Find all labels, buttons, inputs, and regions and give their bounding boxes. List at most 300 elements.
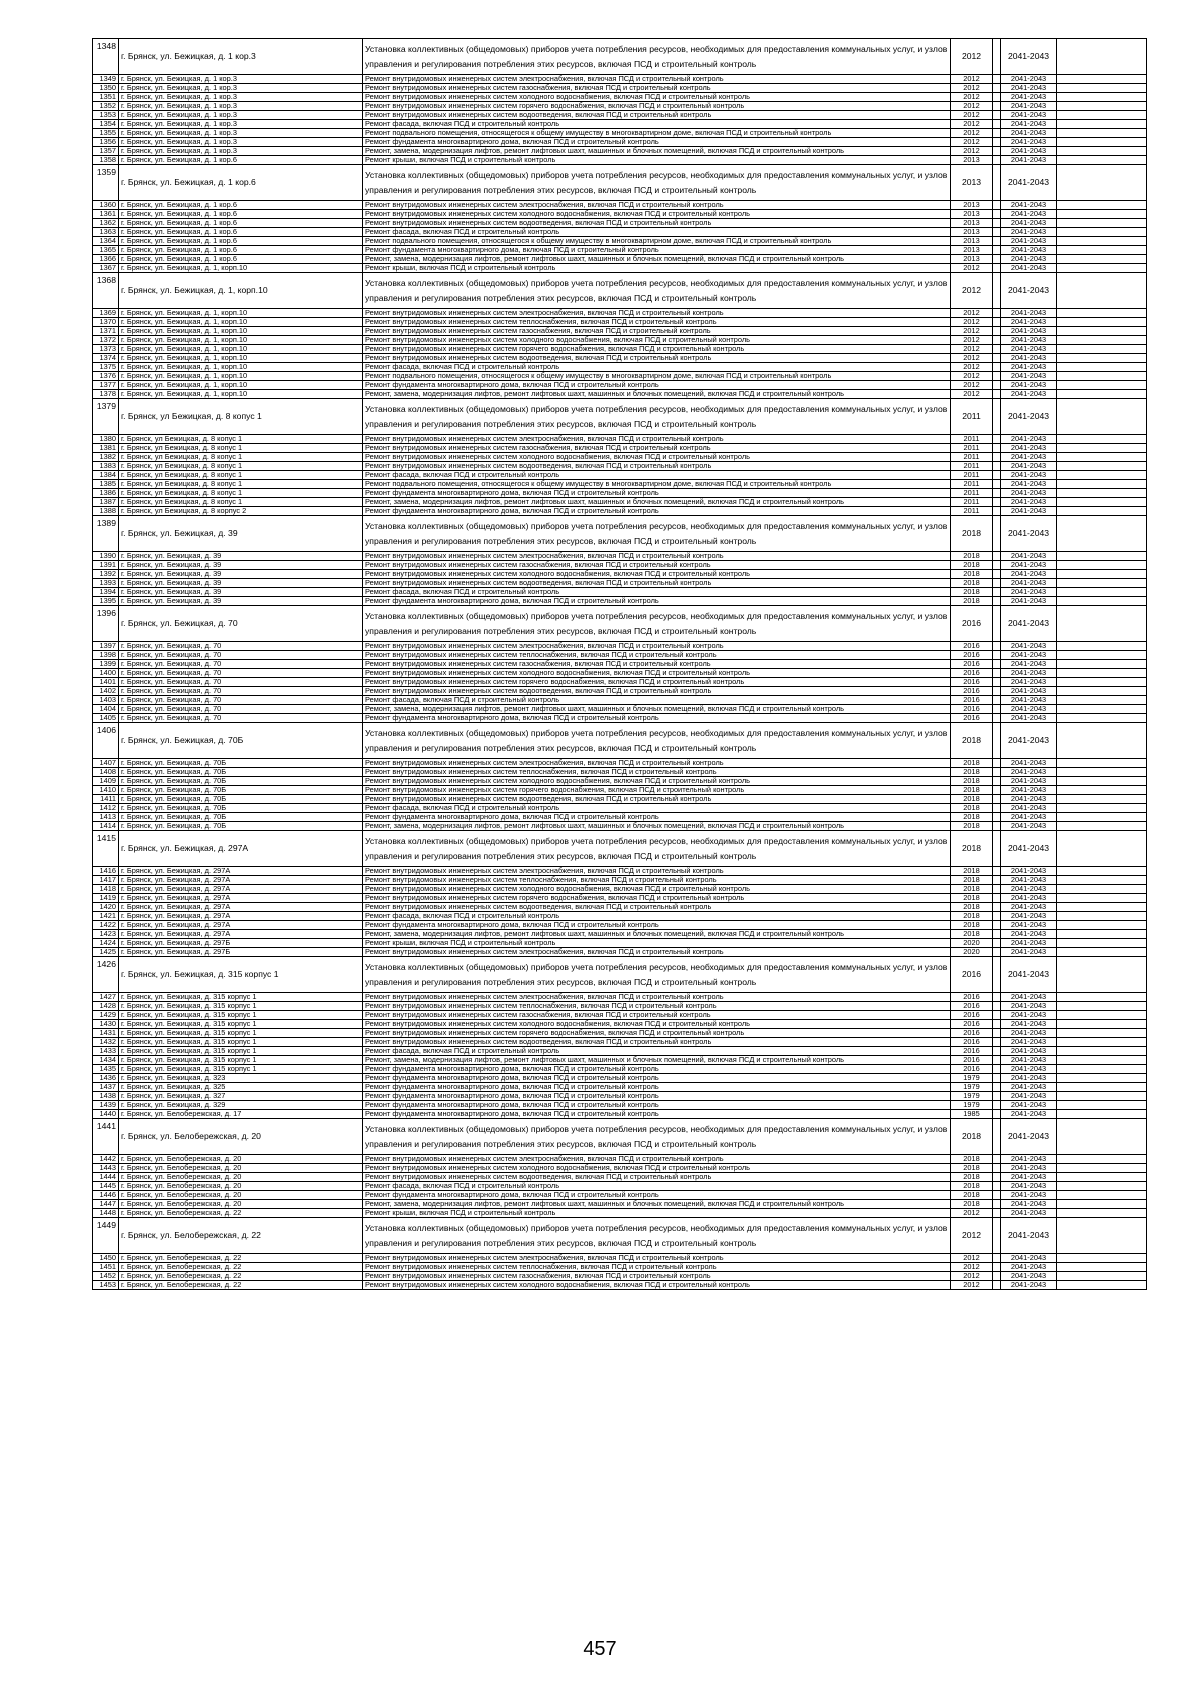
spacer-cell [993,381,1001,390]
table-row [93,1020,1147,1029]
repair-period-cell: 2041-2043 [1001,876,1057,885]
build-year-cell: 2013 [951,228,993,237]
build-year-cell: 2018 [951,912,993,921]
address-cell: г. Брянск, ул. Бежицкая, д. 1 кор.3 [119,138,363,147]
work-description-cell: Установка коллективных (общедомовых) приборов учета потребления ресурсов, необходимых для предоставления коммунальных услуг, и узлов управления и регулирования потребления этих ресурсов, включая ПСД и строительный контроль [363,39,951,75]
repair-period-cell: 2041-2043 [1001,345,1057,354]
work-description-cell: Ремонт внутридомовых инженерных систем холодного водоснабжения, включая ПСД и строительный контроль [363,1281,951,1290]
repair-period-cell: 2041-2043 [1001,129,1057,138]
spacer-cell [1057,201,1147,210]
repair-period-cell: 2041-2043 [1001,561,1057,570]
spacer-cell [993,462,1001,471]
spacer-cell [993,39,1001,75]
repair-period-cell: 2041-2043 [1001,219,1057,228]
address-cell: г. Брянск, ул. Бежицкая, д. 39 [119,516,363,552]
repair-period-cell: 2041-2043 [1001,921,1057,930]
spacer-cell [1057,75,1147,84]
spacer-cell [1057,651,1147,660]
table-row [93,1164,1147,1173]
table-row [93,795,1147,804]
address-cell: г. Брянск, ул. Бежицкая, д. 315 корпус 1 [119,1011,363,1020]
work-description-cell: Ремонт фундамента многоквартирного дома, включая ПСД и строительный контроль [363,507,951,516]
spacer-cell [1057,210,1147,219]
repair-period-cell: 2041-2043 [1001,759,1057,768]
build-year-cell: 2018 [951,1164,993,1173]
work-description-cell: Установка коллективных (общедомовых) приборов учета потребления ресурсов, необходимых для предоставления коммунальных услуг, и узлов управления и регулирования потребления этих ресурсов, включая ПСД и строительный контроль [363,957,951,993]
work-description-cell: Ремонт внутридомовых инженерных систем водоотведения, включая ПСД и строительный контроль [363,687,951,696]
spacer-cell [993,831,1001,867]
table-row [93,660,1147,669]
address-cell: г. Брянск, ул. Белобережская, д. 22 [119,1281,363,1290]
work-description-cell: Ремонт фасада, включая ПСД и строительный контроль [363,912,951,921]
address-cell: г. Брянск, ул. Белобережская, д. 20 [119,1182,363,1191]
row-number-cell: 1364 [93,237,119,246]
repair-period-cell: 2041-2043 [1001,1182,1057,1191]
row-number-cell: 1449 [93,1218,119,1254]
address-cell: г. Брянск, ул. Бежицкая, д. 70 [119,678,363,687]
spacer-cell [993,453,1001,462]
row-number-cell: 1355 [93,129,119,138]
build-year-cell: 2013 [951,165,993,201]
spacer-cell [1057,318,1147,327]
row-number-cell: 1412 [93,804,119,813]
spacer-cell [1057,1047,1147,1056]
spacer-cell [993,1218,1001,1254]
table-row [93,687,1147,696]
table-row [93,642,1147,651]
work-description-cell: Установка коллективных (общедомовых) приборов учета потребления ресурсов, необходимых для предоставления коммунальных услуг, и узлов управления и регулирования потребления этих ресурсов, включая ПСД и строительный контроль [363,273,951,309]
address-cell: г. Брянск, ул. Бежицкая, д. 297А [119,885,363,894]
work-description-cell: Ремонт фундамента многоквартирного дома, включая ПСД и строительный контроль [363,381,951,390]
row-number-cell: 1358 [93,156,119,165]
work-description-cell: Установка коллективных (общедомовых) приборов учета потребления ресурсов, необходимых для предоставления коммунальных услуг, и узлов управления и регулирования потребления этих ресурсов, включая ПСД и строительный контроль [363,831,951,867]
work-description-cell: Ремонт фундамента многоквартирного дома, включая ПСД и строительный контроль [363,1092,951,1101]
repair-period-cell: 2041-2043 [1001,1110,1057,1119]
work-description-cell: Ремонт, замена, модернизация лифтов, ремонт лифтовых шахт, машинных и блочных помещений, включая ПСД и строительный контроль [363,255,951,264]
spacer-cell [1057,327,1147,336]
work-description-cell: Ремонт крыши, включая ПСД и строительный контроль [363,939,951,948]
row-number-cell: 1415 [93,831,119,867]
repair-period-cell: 2041-2043 [1001,516,1057,552]
work-description-cell: Ремонт внутридомовых инженерных систем газоснабжения, включая ПСД и строительный контроль [363,84,951,93]
spacer-cell [1057,156,1147,165]
row-number-cell: 1408 [93,768,119,777]
build-year-cell: 2018 [951,822,993,831]
repair-period-cell: 2041-2043 [1001,1119,1057,1155]
spacer-cell [993,390,1001,399]
address-cell: г. Брянск, ул. Бежицкая, д. 1, корп.10 [119,264,363,273]
table-row [93,993,1147,1002]
work-description-cell: Ремонт фундамента многоквартирного дома, включая ПСД и строительный контроль [363,1101,951,1110]
table-row [93,1254,1147,1263]
spacer-cell [993,1083,1001,1092]
row-number-cell: 1391 [93,561,119,570]
work-description-cell: Ремонт внутридомовых инженерных систем холодного водоснабжения, включая ПСД и строительный контроль [363,1164,951,1173]
table-row [93,462,1147,471]
address-cell: г. Брянск, ул. Бежицкая, д. 70 [119,696,363,705]
table-row [93,1047,1147,1056]
work-description-cell: Ремонт фасада, включая ПСД и строительный контроль [363,1047,951,1056]
spacer-cell [993,552,1001,561]
spacer-cell [993,498,1001,507]
spacer-cell [1057,237,1147,246]
build-year-cell: 2018 [951,867,993,876]
table-row [93,354,1147,363]
row-number-cell: 1400 [93,669,119,678]
spacer-cell [993,714,1001,723]
build-year-cell: 2018 [951,516,993,552]
build-year-cell: 2016 [951,957,993,993]
spacer-cell [993,1191,1001,1200]
repair-period-cell: 2041-2043 [1001,1254,1057,1263]
table-row [93,1263,1147,1272]
row-number-cell: 1376 [93,372,119,381]
build-year-cell: 2018 [951,561,993,570]
row-number-cell: 1385 [93,480,119,489]
row-number-cell: 1451 [93,1263,119,1272]
repair-period-cell: 2041-2043 [1001,381,1057,390]
row-number-cell: 1361 [93,210,119,219]
row-number-cell: 1359 [93,165,119,201]
build-year-cell: 2016 [951,993,993,1002]
work-description-cell: Ремонт фундамента многоквартирного дома, включая ПСД и строительный контроль [363,246,951,255]
repair-period-cell: 2041-2043 [1001,1191,1057,1200]
table-row [93,777,1147,786]
spacer-cell [1057,1101,1147,1110]
row-number-cell: 1377 [93,381,119,390]
spacer-cell [1057,714,1147,723]
address-cell: г. Брянск, ул. Бежицкая, д. 70Б [119,804,363,813]
spacer-cell [993,219,1001,228]
work-description-cell: Ремонт внутридомовых инженерных систем водоотведения, включая ПСД и строительный контроль [363,1038,951,1047]
table-row [93,453,1147,462]
build-year-cell: 2011 [951,507,993,516]
repair-period-cell: 2041-2043 [1001,1200,1057,1209]
build-year-cell: 2013 [951,201,993,210]
spacer-cell [1057,444,1147,453]
address-cell: г. Брянск, ул. Бежицкая, д. 1, корп.10 [119,345,363,354]
repair-period-cell: 2041-2043 [1001,120,1057,129]
address-cell: г. Брянск, ул. Бежицкая, д. 323 [119,1074,363,1083]
table-row [93,696,1147,705]
table-row [93,264,1147,273]
row-number-cell: 1397 [93,642,119,651]
row-number-cell: 1446 [93,1191,119,1200]
table-row [93,1074,1147,1083]
table-row [93,714,1147,723]
spacer-cell [1057,363,1147,372]
spacer-cell [993,1200,1001,1209]
spacer-cell [993,777,1001,786]
build-year-cell: 2012 [951,111,993,120]
build-year-cell: 2018 [951,903,993,912]
work-description-cell: Ремонт внутридомовых инженерных систем водоотведения, включая ПСД и строительный контроль [363,111,951,120]
repair-period-cell: 2041-2043 [1001,336,1057,345]
spacer-cell [993,1119,1001,1155]
row-number-cell: 1442 [93,1155,119,1164]
address-cell: г. Брянск, ул. Бежицкая, д. 70 [119,642,363,651]
row-number-cell: 1405 [93,714,119,723]
repair-period-cell: 2041-2043 [1001,75,1057,84]
row-number-cell: 1354 [93,120,119,129]
build-year-cell: 2012 [951,1281,993,1290]
build-year-cell: 2011 [951,471,993,480]
address-cell: г. Брянск, ул. Белобережская, д. 17 [119,1110,363,1119]
row-number-cell: 1427 [93,993,119,1002]
table-row [93,507,1147,516]
table-row [93,894,1147,903]
spacer-cell [1057,129,1147,138]
row-number-cell: 1420 [93,903,119,912]
build-year-cell: 2018 [951,876,993,885]
spacer-cell [993,399,1001,435]
spacer-cell [1057,120,1147,129]
work-description-cell: Ремонт фасада, включая ПСД и строительный контроль [363,228,951,237]
row-number-cell: 1445 [93,1182,119,1191]
repair-period-cell: 2041-2043 [1001,462,1057,471]
build-year-cell: 2011 [951,453,993,462]
build-year-cell: 2013 [951,219,993,228]
work-description-cell: Ремонт фундамента многоквартирного дома, включая ПСД и строительный контроль [363,813,951,822]
table-row [93,1281,1147,1290]
table-row [93,1182,1147,1191]
address-cell: г. Брянск, ул Бежицкая, д. 8 копус 1 [119,489,363,498]
work-description-cell: Ремонт внутридомовых инженерных систем водоотведения, включая ПСД и строительный контроль [363,579,951,588]
spacer-cell [1057,777,1147,786]
table-row [93,948,1147,957]
work-description-cell: Ремонт внутридомовых инженерных систем водоотведения, включая ПСД и строительный контроль [363,795,951,804]
build-year-cell: 2012 [951,1209,993,1218]
spacer-cell [1057,309,1147,318]
build-year-cell: 2012 [951,381,993,390]
build-year-cell: 2012 [951,345,993,354]
build-year-cell: 2018 [951,759,993,768]
spacer-cell [1057,957,1147,993]
row-number-cell: 1452 [93,1272,119,1281]
table-row [93,489,1147,498]
work-description-cell: Ремонт внутридомовых инженерных систем холодного водоснабжения, включая ПСД и строительный контроль [363,570,951,579]
address-cell: г. Брянск, ул. Бежицкая, д. 39 [119,588,363,597]
address-cell: г. Брянск, ул. Бежицкая, д. 39 [119,579,363,588]
spacer-cell [993,264,1001,273]
work-description-cell: Ремонт внутридомовых инженерных систем водоотведения, включая ПСД и строительный контроль [363,354,951,363]
build-year-cell: 2018 [951,579,993,588]
build-year-cell: 2018 [951,786,993,795]
table-row [93,705,1147,714]
spacer-cell [993,471,1001,480]
build-year-cell: 2012 [951,327,993,336]
row-number-cell: 1352 [93,102,119,111]
address-cell: г. Брянск, ул. Бежицкая, д. 297Б [119,948,363,957]
row-number-cell: 1357 [93,147,119,156]
build-year-cell: 2018 [951,831,993,867]
address-cell: г. Брянск, ул Бежицкая, д. 8 копус 1 [119,435,363,444]
work-description-cell: Ремонт внутридомовых инженерных систем электроснабжения, включая ПСД и строительный контроль [363,867,951,876]
row-number-cell: 1378 [93,390,119,399]
work-description-cell: Ремонт внутридомовых инженерных систем горячего водоснабжения, включая ПСД и строительный контроль [363,894,951,903]
address-cell: г. Брянск, ул. Бежицкая, д. 1 кор.6 [119,255,363,264]
spacer-cell [1057,1065,1147,1074]
spacer-cell [1057,759,1147,768]
spacer-cell [993,876,1001,885]
spacer-cell [993,246,1001,255]
repair-period-cell: 2041-2043 [1001,327,1057,336]
work-description-cell: Ремонт внутридомовых инженерных систем электроснабжения, включая ПСД и строительный контроль [363,552,951,561]
spacer-cell [1057,498,1147,507]
table-row [93,435,1147,444]
address-cell: г. Брянск, ул. Бежицкая, д. 1 кор.3 [119,39,363,75]
table-row [93,561,1147,570]
spacer-cell [993,1038,1001,1047]
spacer-cell [993,435,1001,444]
work-description-cell: Установка коллективных (общедомовых) приборов учета потребления ресурсов, необходимых для предоставления коммунальных услуг, и узлов управления и регулирования потребления этих ресурсов, включая ПСД и строительный контроль [363,723,951,759]
address-cell: г. Брянск, ул Бежицкая, д. 8 копус 1 [119,498,363,507]
build-year-cell: 2012 [951,75,993,84]
spacer-cell [993,957,1001,993]
row-number-cell: 1448 [93,1209,119,1218]
spacer-cell [1057,804,1147,813]
address-cell: г. Брянск, ул. Бежицкая, д. 70Б [119,723,363,759]
table-row [93,606,1147,642]
work-description-cell: Ремонт внутридомовых инженерных систем газоснабжения, включая ПСД и строительный контроль [363,444,951,453]
table-row [93,831,1147,867]
table-row [93,246,1147,255]
table-row [93,147,1147,156]
build-year-cell: 2018 [951,777,993,786]
repair-period-cell: 2041-2043 [1001,705,1057,714]
repair-period-cell: 2041-2043 [1001,1164,1057,1173]
spacer-cell [1057,1191,1147,1200]
build-year-cell: 2018 [951,813,993,822]
spacer-cell [1057,255,1147,264]
spacer-cell [1057,1020,1147,1029]
spacer-cell [1057,84,1147,93]
table-row [93,327,1147,336]
row-number-cell: 1387 [93,498,119,507]
row-number-cell: 1419 [93,894,119,903]
repair-period-cell: 2041-2043 [1001,822,1057,831]
build-year-cell: 2016 [951,705,993,714]
spacer-cell [1057,705,1147,714]
build-year-cell: 2018 [951,894,993,903]
address-cell: г. Брянск, ул. Бежицкая, д. 297А [119,903,363,912]
repair-period-cell: 2041-2043 [1001,84,1057,93]
spacer-cell [1057,1074,1147,1083]
spacer-cell [993,102,1001,111]
spacer-cell [1057,921,1147,930]
spacer-cell [1057,1083,1147,1092]
work-description-cell: Ремонт фундамента многоквартирного дома, включая ПСД и строительный контроль [363,1074,951,1083]
table-row [93,786,1147,795]
work-description-cell: Ремонт фасада, включая ПСД и строительный контроль [363,804,951,813]
spacer-cell [993,948,1001,957]
work-description-cell: Ремонт внутридомовых инженерных систем электроснабжения, включая ПСД и строительный контроль [363,75,951,84]
work-description-cell: Установка коллективных (общедомовых) приборов учета потребления ресурсов, необходимых для предоставления коммунальных услуг, и узлов управления и регулирования потребления этих ресурсов, включая ПСД и строительный контроль [363,1218,951,1254]
work-description-cell: Ремонт внутридомовых инженерных систем теплоснабжения, включая ПСД и строительный контроль [363,1263,951,1272]
spacer-cell [1057,768,1147,777]
spacer-cell [993,660,1001,669]
work-description-cell: Ремонт внутридомовых инженерных систем холодного водоснабжения, включая ПСД и строительный контроль [363,1020,951,1029]
build-year-cell: 2018 [951,1200,993,1209]
build-year-cell: 2016 [951,1029,993,1038]
repair-period-cell: 2041-2043 [1001,1101,1057,1110]
address-cell: г. Брянск, ул. Белобережская, д. 22 [119,1272,363,1281]
spacer-cell [1057,471,1147,480]
row-number-cell: 1398 [93,651,119,660]
spacer-cell [1057,102,1147,111]
table-row [93,804,1147,813]
spacer-cell [1057,1173,1147,1182]
spacer-cell [993,687,1001,696]
build-year-cell: 2013 [951,210,993,219]
address-cell: г. Брянск, ул. Бежицкая, д. 1 кор.6 [119,165,363,201]
work-description-cell: Ремонт внутридомовых инженерных систем теплоснабжения, включая ПСД и строительный контроль [363,318,951,327]
spacer-cell [1057,399,1147,435]
address-cell: г. Брянск, ул. Бежицкая, д. 1, корп.10 [119,354,363,363]
address-cell: г. Брянск, ул. Бежицкая, д. 297А [119,831,363,867]
spacer-cell [1057,606,1147,642]
spacer-cell [1057,1209,1147,1218]
address-cell: г. Брянск, ул. Бежицкая, д. 315 корпус 1 [119,993,363,1002]
address-cell: г. Брянск, ул. Бежицкая, д. 70Б [119,813,363,822]
table-row [93,372,1147,381]
build-year-cell: 2012 [951,264,993,273]
work-description-cell: Ремонт, замена, модернизация лифтов, ремонт лифтовых шахт, машинных и блочных помещений, включая ПСД и строительный контроль [363,147,951,156]
row-number-cell: 1392 [93,570,119,579]
work-description-cell: Ремонт фундамента многоквартирного дома, включая ПСД и строительный контроль [363,1083,951,1092]
spacer-cell [1057,489,1147,498]
spacer-cell [993,561,1001,570]
spacer-cell [1057,588,1147,597]
address-cell: г. Брянск, ул. Бежицкая, д. 1, корп.10 [119,336,363,345]
table-row [93,867,1147,876]
spacer-cell [1057,597,1147,606]
work-description-cell: Ремонт внутридомовых инженерных систем горячего водоснабжения, включая ПСД и строительный контроль [363,345,951,354]
spacer-cell [993,327,1001,336]
repair-period-cell: 2041-2043 [1001,435,1057,444]
row-number-cell: 1433 [93,1047,119,1056]
spacer-cell [993,1272,1001,1281]
row-number-cell: 1366 [93,255,119,264]
table-row [93,1056,1147,1065]
table-row [93,1011,1147,1020]
address-cell: г. Брянск, ул. Бежицкая, д. 315 корпус 1 [119,1047,363,1056]
address-cell: г. Брянск, ул. Белобережская, д. 22 [119,1254,363,1263]
address-cell: г. Брянск, ул. Бежицкая, д. 1 кор.3 [119,93,363,102]
build-year-cell: 2012 [951,120,993,129]
build-year-cell: 2013 [951,255,993,264]
repair-period-cell: 2041-2043 [1001,489,1057,498]
build-year-cell: 2020 [951,948,993,957]
row-number-cell: 1417 [93,876,119,885]
repair-period-cell: 2041-2043 [1001,246,1057,255]
address-cell: г. Брянск, ул. Бежицкая, д. 329 [119,1101,363,1110]
spacer-cell [1057,795,1147,804]
spacer-cell [993,201,1001,210]
spacer-cell [1057,912,1147,921]
work-description-cell: Установка коллективных (общедомовых) приборов учета потребления ресурсов, необходимых для предоставления коммунальных услуг, и узлов управления и регулирования потребления этих ресурсов, включая ПСД и строительный контроль [363,516,951,552]
table-row [93,345,1147,354]
table-row [93,516,1147,552]
spacer-cell [1057,372,1147,381]
address-cell: г. Брянск, ул. Бежицкая, д. 70Б [119,795,363,804]
work-description-cell: Ремонт внутридомовых инженерных систем электроснабжения, включая ПСД и строительный контроль [363,1254,951,1263]
address-cell: г. Брянск, ул Бежицкая, д. 8 копус 1 [119,480,363,489]
build-year-cell: 2018 [951,588,993,597]
work-description-cell: Ремонт подвального помещения, относящегося к общему имуществу в многоквартирном доме, включая ПСД и строительный контроль [363,129,951,138]
repair-period-cell: 2041-2043 [1001,138,1057,147]
table-row [93,75,1147,84]
